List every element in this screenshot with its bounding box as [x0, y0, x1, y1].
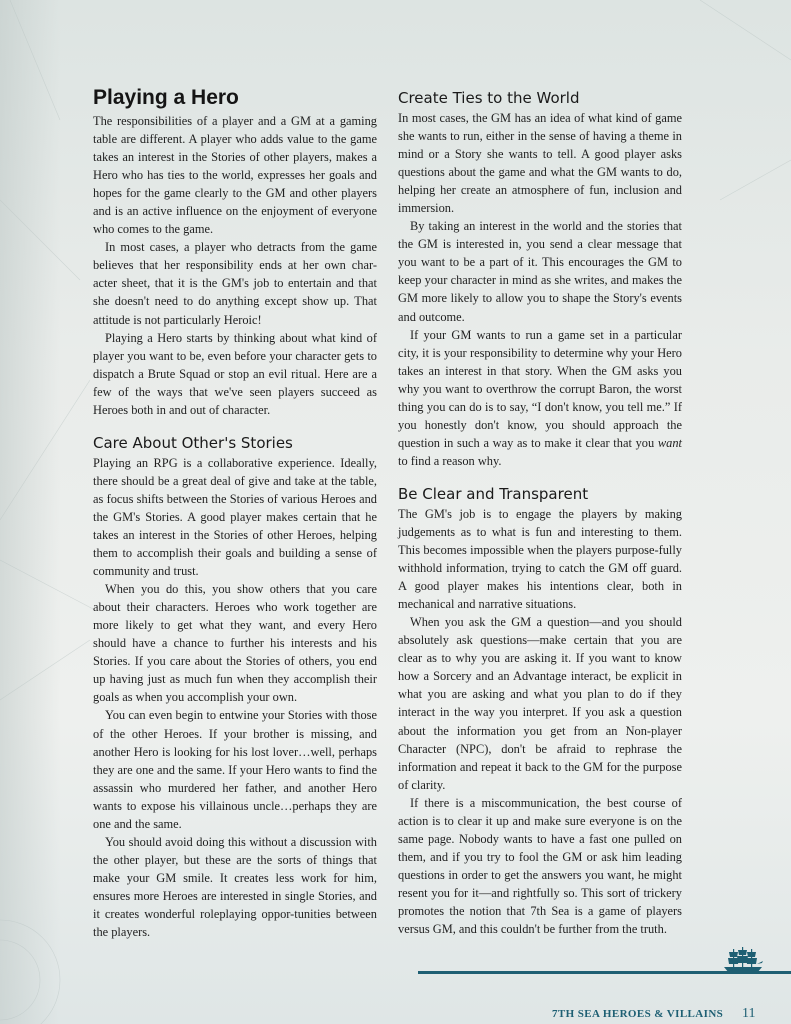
paragraph: When you do this, you show others that you care about their characters. Heroes who work together are more likely to get what they want, and every Hero should have a chance to further his interests and his Stories. If you care about the Stories of others, you end up having just as much fun when they accomplish their goals as when you accomplish your own. [93, 582, 377, 705]
paragraph: If there is a miscommunication, the best course of action is to clear it up and make sure everyone is on the same page. Nobody wants to have a fast one pulled on them, and if you try to fool the GM or ask him leading questions in order to get the answers you want, he might resent you for it—and rightfully so. This sort of trickery promotes the notion that 7th Sea is a game of players versus GM, and this couldn't be further from the truth. [398, 795, 682, 937]
section-heading-care: Care About Other's Stories [93, 433, 293, 452]
ship-icon [722, 946, 764, 974]
right-column [398, 86, 682, 938]
paragraph: You can even begin to entwine your Stories with those of the other Heroes. If your brother is missing, and another Hero is looking for his lost lover…well, perhaps they are one and the same. If your Hero wants to find the assassin who murdered her father, and another Hero wants to expose his villainous uncle…perhaps they are one and the same. [93, 708, 377, 831]
section-heading-ties: Create Ties to the World [398, 89, 580, 107]
emphasis: want [657, 435, 682, 450]
running-footer-title: 7TH SEA HEROES & VILLAINS [552, 1008, 724, 1020]
paragraph: Playing an RPG is a collaborative experience. Ideally, there should be a great deal of give and take at the table, as focus shifts between the Stories of various Heroes and the GM's Stories. A good player makes certain that he takes an interest in the Stories of other Heroes, helping them to accomplish their goals and building a sense of community and trust. [93, 455, 377, 579]
paragraph: In most cases, a player who detracts from the game believes that her responsibility ends at her own char-acter sheet, that it is the GM's job to entertain and that she doesn't need to do anything except show up. That attitude is not particularly Heroic! [93, 240, 377, 327]
text-run: to find a reason why. [398, 453, 502, 468]
paragraph: By taking an interest in the world and the stories that the GM is interested in, you send a clear message that you want to be a part of it. This encourages the GM to keep your character in mind as she writes, and makes the GM more likely to allow you to shape the Story's events and outcome. [398, 219, 682, 324]
paragraph: Playing a Hero starts by thinking about what kind of player you want to be, even before your character gets to dispatch a Brute Squad or stop an evil ritual. Here are a few of the ways that we've seen players succeed as Heroes both in and out of character. [93, 330, 377, 417]
left-column [93, 86, 377, 941]
page-number: 11 [742, 1006, 756, 1021]
paragraph: You should avoid doing this without a discussion with the other player, but these are the sorts of things that make your GM smile. It creates less work for him, ensures more Heroes are interested in single Stories, and it creates wonderful roleplaying oppor-tunities between the players. [93, 834, 377, 940]
page-title: Playing a Hero [93, 86, 239, 109]
paragraph: The GM's job is to engage the players by making judgements as to what is fun and interesting to them. This becomes impossible when the players purpose-fully withhold information, trying to catch the GM off guard. A good player makes his intentions clear, both in mechanical and narrative situations. [398, 506, 682, 612]
paragraph: When you ask the GM a question—and you should absolutely ask questions—make certain that you are clear as to why you are asking it. If you want to know how a Sorcery and an Advantage interact, be explicit in what you are asking and what you plan to do if they interact in the way you interpret. If you ask a question about the information you get from an Non-player Character (NPC), don't be afraid to rephrase the information and repeat it back to the GM for the purpose of clarity. [398, 615, 682, 792]
paragraph [398, 326, 682, 470]
paragraph: In most cases, the GM has an idea of what kind of game she wants to run, either in the sense of having a theme in mind or a Story she wants to tell. A good player asks questions about the game and what the GM wants to do, helping her create an atmosphere of fun, inclusion and immersion. [398, 111, 682, 216]
text-run: If your GM wants to run a game set in a particular city, it is your responsibility to determine why your Hero takes an interest in that story. When the GM asks you why you want to overthrow the corrupt Baron, the worst thing you can do is to say, “I don't know, you tell me.” If you honestly don't know, you should approach the question in such a way as to make it clear that you [398, 327, 682, 450]
paragraph: The responsibilities of a player and a GM at a gaming table are different. A player who adds value to the game takes an interest in the Stories of other players, makes a Hero who has ties to the world, expresses her goals and hopes for the game clearly to the GM and other players and is an active influence on the enjoyment of everyone who comes to the game. [93, 114, 377, 237]
section-heading-clear: Be Clear and Transparent [398, 484, 589, 503]
